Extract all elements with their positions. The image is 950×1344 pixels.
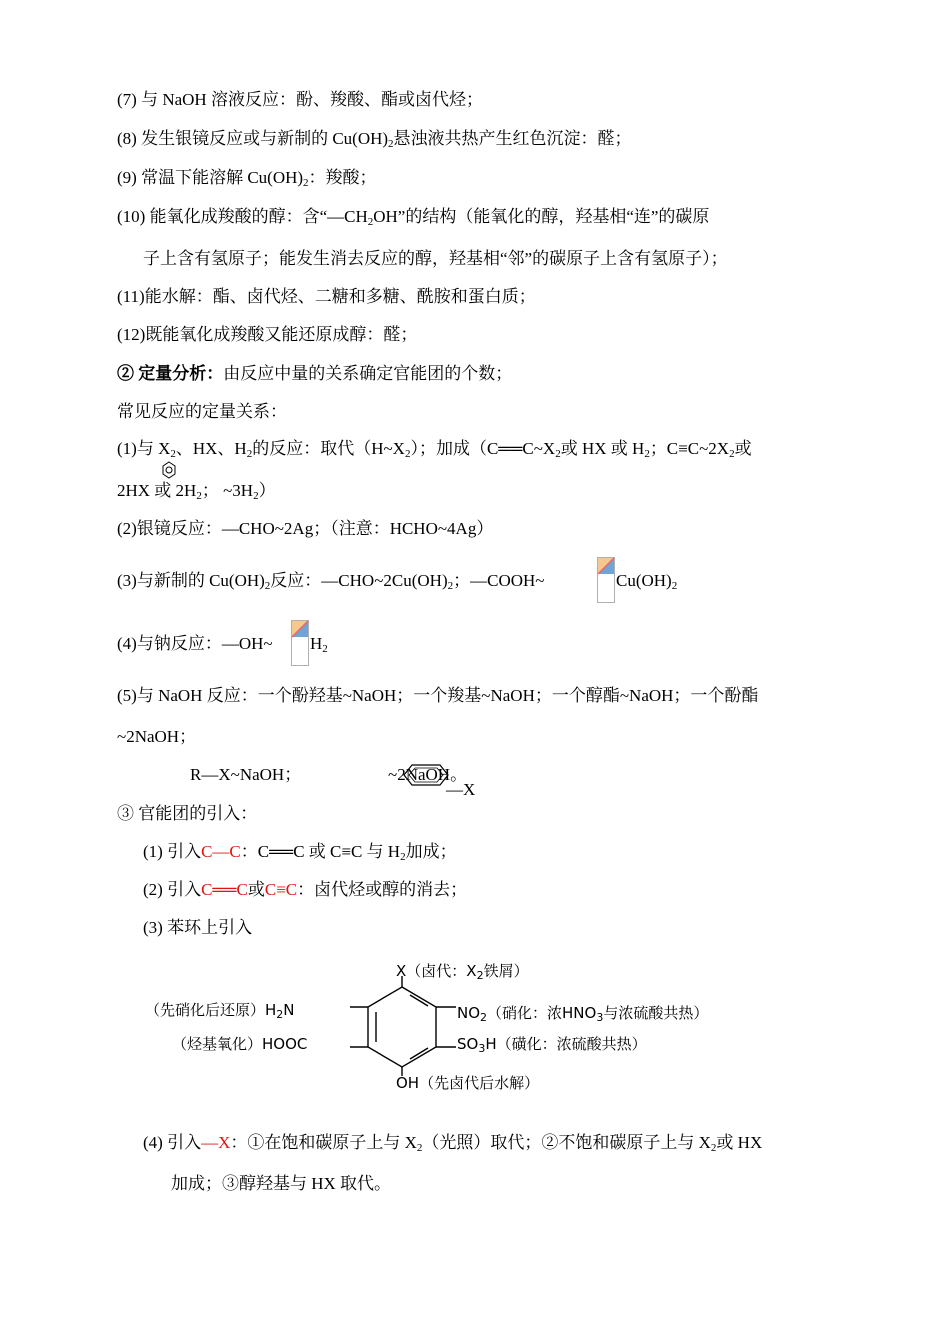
relation-2: (2)银镜反应：—CHO~2Ag；（注意：HCHO~4Ag） bbox=[117, 519, 494, 538]
aryl-halide-x: —X bbox=[446, 780, 476, 799]
diagram-right-bottom-label: $SO_3H$（磺化：浓硫酸共热） bbox=[457, 1035, 647, 1055]
relation-4: (4)与钠反应：—OH~ bbox=[117, 634, 273, 653]
relation-1-cont: 2HX 或 $2H_2$； $\sim 3H_2$） bbox=[117, 481, 276, 502]
line-10: (10) 能氧化成羧酸的醇：含“$—CH_2OH$”的结构（能氧化的醇，羟基相“连”的碳原 bbox=[117, 207, 710, 228]
diagram-top-label: X（卤代：$X_2$铁屑） bbox=[396, 962, 529, 982]
diagram-right-top-label: $NO_2$（硝化：浓$HNO_3$与浓硫酸共热） bbox=[457, 1004, 709, 1024]
line-10-cont: 子上含有氢原子；能发生消去反应的醇，羟基相“邻”的碳原子上含有氢原子）； bbox=[143, 249, 728, 268]
relation-3-tail: $Cu(OH)_2$ bbox=[616, 571, 678, 592]
line-7: (7) 与 NaOH 溶液反应：酚、羧酸、酯或卤代烃； bbox=[117, 90, 483, 109]
intro-2: (2) 引入C══C或C≡C：卤代烃或醇的消去； bbox=[143, 880, 468, 899]
line-9: (9) 常温下能溶解 $Cu(OH)_2$：羧酸； bbox=[117, 168, 377, 189]
intro-3: (3) 苯环上引入 bbox=[143, 918, 253, 937]
diagram-left-bottom-label: （烃基氧化）HOOC bbox=[172, 1035, 308, 1053]
intro-4-cont: 加成；③醇羟基与 HX 取代。 bbox=[171, 1174, 392, 1193]
line-11: (11)能水解：酯、卤代烃、二糖和多糖、酰胺和蛋白质； bbox=[117, 287, 536, 306]
section-quantitative: ② 定量分析：由反应中量的关系确定官能团的个数； bbox=[117, 364, 513, 383]
aryl-halide-relation: ~2NaOH。 bbox=[388, 765, 468, 784]
section-heading: ② 定量分析： bbox=[117, 364, 224, 383]
line-12: (12)既能氧化成羧酸又能还原成醇：醛； bbox=[117, 325, 418, 344]
relation-5: (5)与 NaOH 反应：一个酚羟基~NaOH；一个羧基~NaOH；一个醇酯~NaOH；一个酚酯 bbox=[117, 686, 759, 705]
intro-4: (4) 引入—X：①在饱和碳原子上与 $X_2$（光照）取代；②不饱和碳原子上与 $X_2$或 HX bbox=[143, 1133, 763, 1154]
relation-3: (3)与新制的 $Cu(OH)_2$反应：$—CHO\sim 2Cu(OH)_2$；—COOH~ bbox=[117, 571, 545, 592]
relation-1: (1)与 $X_2$、HX、$H_2$的反应：取代$(H\sim X_2)$；加成（$C══C\sim X_2$或 HX 或 $H_2$；$C\equiv C\sim 2X_2$或 bbox=[117, 439, 752, 460]
line-8: (8) 发生银镜反应或与新制的 $Cu(OH)_2$悬浊液共热产生红色沉淀：醛； bbox=[117, 129, 632, 150]
intro-1: (1) 引入C—C：C══C 或 C≡C 与 $H_2$加成； bbox=[143, 842, 457, 863]
common-relations: 常见反应的定量关系： bbox=[117, 402, 287, 421]
relation-5-cont: ~2NaOH； bbox=[117, 727, 197, 746]
alkyl-halide-relation: R—X~NaOH； bbox=[190, 765, 302, 784]
relation-4-tail: $H_2$ bbox=[310, 634, 328, 655]
diagram-bottom-label: OH（先卤代后水解） bbox=[396, 1074, 540, 1092]
diagram-left-top-label: （先硝化后还原）$H_2N$ bbox=[145, 1001, 295, 1021]
section-introduction: ③ 官能团的引入： bbox=[117, 804, 258, 823]
